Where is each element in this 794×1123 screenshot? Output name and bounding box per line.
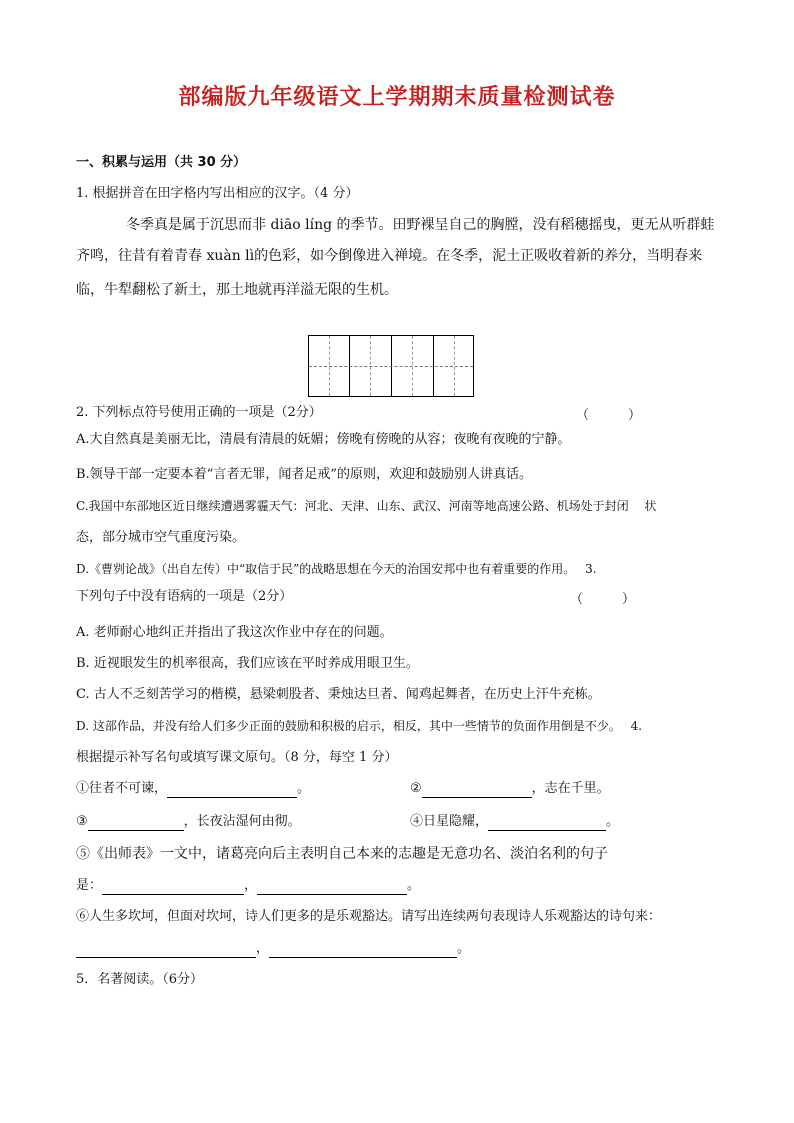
question-2-option-d: D.《曹刿论战》（出自左传）中“取信于民”的战略思想在今天的治国安邦中也有着重要的作用。 3. [76,562,597,576]
answer-blank[interactable] [102,880,244,895]
question-4-item-5-answers: 是： ， 。 [76,878,421,893]
question-4-item-1: ①往者不可谏， 。 [76,781,311,796]
question-1-paragraph-line-2: 齐鸣，往昔有着青春 xuàn lì的色彩，如今倒像进入禅境。在冬季，泥土正吸收着新的养分，当明春来 [76,248,703,264]
tianzige-grid[interactable] [308,335,474,397]
question-4-item-6: ⑥人生多坎坷，但面对坎坷，诗人们更多的是乐观豁达。请写出连续两句表现诗人乐观豁达的诗句来： [76,909,662,924]
question-3-option-a: A. 老师耐心地纠正并指出了我这次作业中存在的问题。 [76,625,393,640]
question-2-option-b: B.领导干部一定要本着“言者无罪，闻者足戒”的原则，欢迎和鼓励别人讲真话。 [76,467,532,482]
answer-blank[interactable] [269,943,457,958]
question-2-option-a: A.大自然真是美丽无比，清晨有清晨的妩媚；傍晚有傍晚的从容；夜晚有夜晚的宁静。 [76,432,571,447]
section-heading: 一、积累与运用（共 30 分） [76,155,247,170]
answer-blank[interactable] [257,880,407,895]
question-1-prompt: 1. 根据拼音在田字格内写出相应的汉字。（4 分） [76,186,359,201]
question-1-paragraph-line-3: 临，牛犁翻松了新土，那土地就再洋溢无限的生机。 [76,282,398,298]
answer-blank[interactable] [167,783,297,798]
question-2-option-c-line-2: 态，部分城市空气重度污染。 [76,530,246,545]
question-3-option-c: C. 古人不乏刻苦学习的楷模，悬梁刺股者、秉烛达旦者、闻鸡起舞者，在历史上汗牛充栋。 [76,687,601,702]
page-title: 部编版九年级语文上学期期末质量检测试卷 [178,85,616,110]
question-4-item-5: ⑤《出师表》一文中，诸葛亮向后主表明自己本来的志趣是无意功名、淡泊名利的句子 [76,846,608,862]
question-2-answer-paren[interactable]: （ ） [576,408,642,423]
question-3-option-b: B. 近视眼发生的机率很高，我们应该在平时养成用眼卫生。 [76,656,419,671]
question-4-item-2: ② ，志在千里。 [410,781,610,796]
answer-blank[interactable] [88,816,184,831]
question-4-prompt: 根据提示补写名句或填写课文原句。（8 分，每空 1 分） [76,750,398,765]
question-3-answer-paren[interactable]: （ ） [570,592,636,607]
answer-blank[interactable] [488,816,606,831]
question-2-prompt: 2. 下列标点符号使用正确的一项是（2分） [76,405,322,420]
question-3-option-d: D. 这部作品，并没有给人们多少正面的鼓励和积极的启示，相反，其中一些情节的负面作用倒是不少。 4. [76,719,643,733]
question-1-paragraph-line-1: 冬季真是属于沉思而非 diāo líng 的季节。田野裸呈自己的胸膛，没有稻穗摇曳，更无从听群蛙 [126,217,715,233]
question-3-prompt: 下列句子中没有语病的一项是（2分） [76,589,293,604]
answer-blank[interactable] [422,783,532,798]
answer-blank[interactable] [76,943,256,958]
question-4-item-4: ④日星隐耀， 。 [410,814,620,829]
question-4-item-6-answers: ， 。 [76,940,736,958]
question-4-item-3: ③ ，长夜沾湿何由彻。 [76,814,301,829]
question-2-option-c-line-1: C.我国中东部地区近日继续遭遇雾霾天气：河北、天津、山东、武汉、河南等地高速公路、机场处于封闭 状 [76,499,657,513]
question-5-prompt: 5．名著阅读。（6分） [76,972,204,987]
